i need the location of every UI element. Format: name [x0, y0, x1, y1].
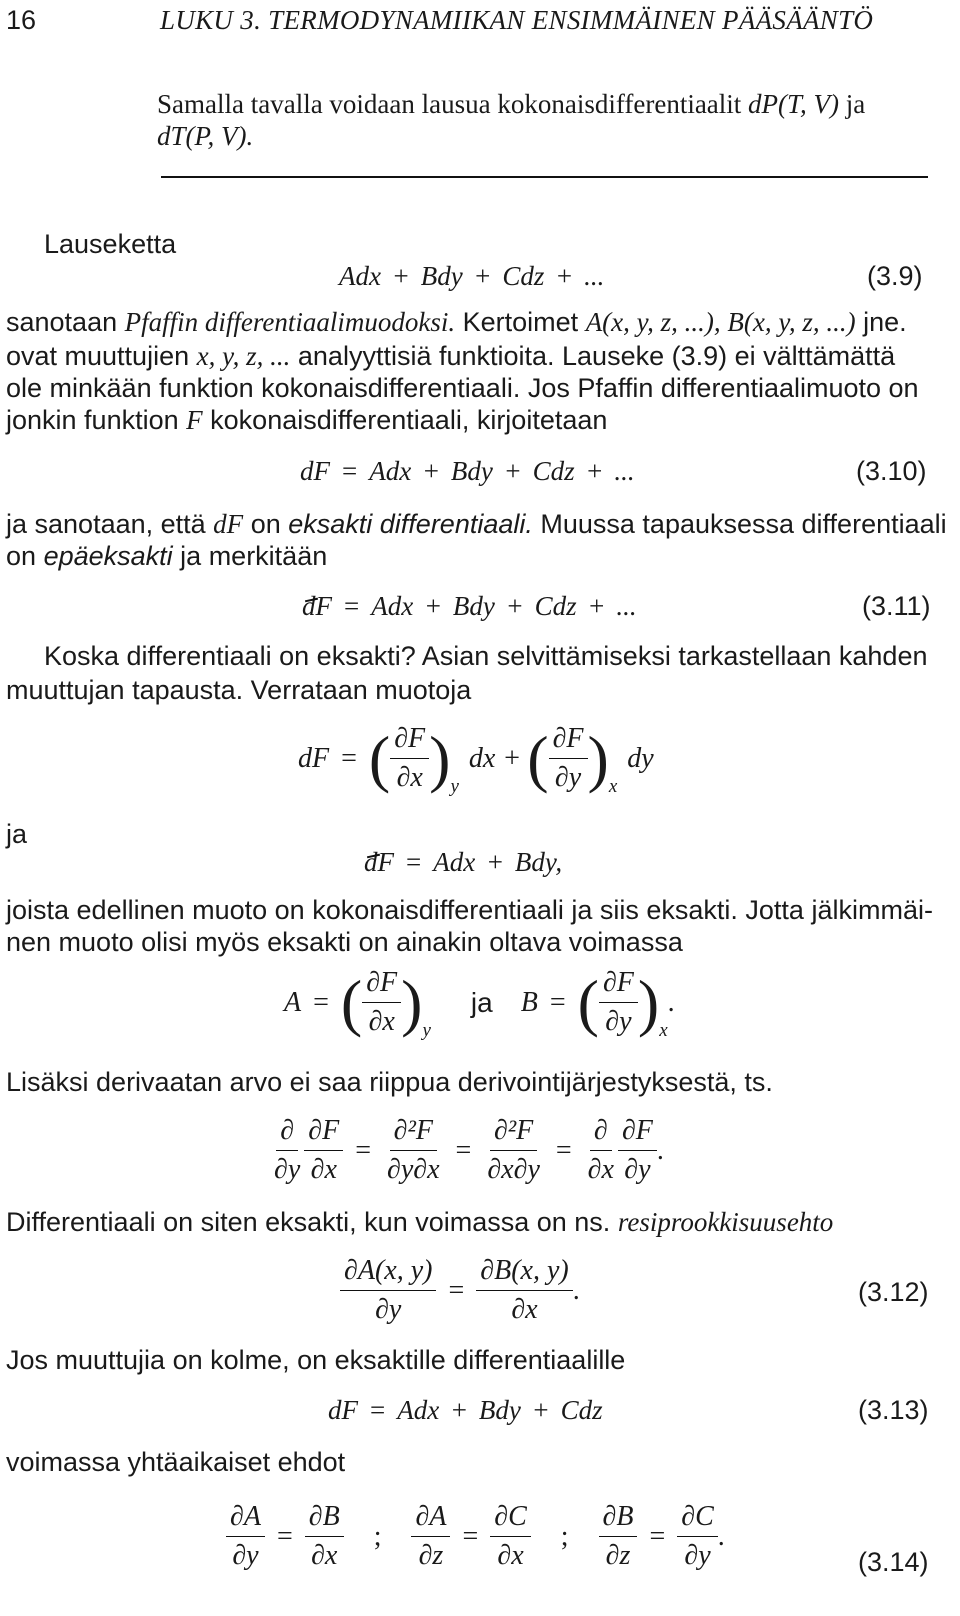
equation-partial-form: dF = ( $\frac{\partial F}{\partial x}$ ) y dx + ( $\frac{\partial F}{\partial y}$ ) x dy	[298, 722, 654, 797]
eq-number-3-12: (3.12)	[858, 1277, 929, 1307]
chapter-title: LUKU 3. TERMODYNAMIIKAN ENSIMMÄINEN PÄÄSÄÄNTÖ	[160, 5, 874, 35]
paragraph-3-line-1: Koska differentiaali on eksakti? Asian selvittämiseksi tarkastellaan kahden	[44, 641, 928, 671]
inexact-d-symbol: d	[302, 591, 316, 621]
paragraph-6: Differentiaali on siten eksakti, kun voimassa on ns. resiprookkisuusehto	[6, 1207, 834, 1237]
paragraph-4-line-1: joista edellinen muoto on kokonaisdifferentiaali ja siis eksakti. Jotta jälkimmäi-	[6, 895, 933, 925]
equation-coefficients: A = ( $\frac{\partial F}{\partial x}$ ) y ja B = ( $\frac{\partial F}{\partial y}$ ) x .	[284, 966, 675, 1041]
inexact-d-symbol: d	[364, 847, 378, 877]
page-number: 16	[6, 5, 37, 35]
paragraph-1-line-1: sanotaan Pfaffin differentiaalimuodoksi. Kertoimet A(x, y, z, ...), B(x, y, z, ...) jne.	[6, 307, 907, 337]
paragraph-1-line-3: ole minkään funktion kokonaisdifferentiaali. Jos Pfaffin differentiaalimuoto on	[6, 373, 919, 403]
intro-line-1: Samalla tavalla voidaan lausua kokonaisdifferentiaalit dP(T, V) ja	[157, 89, 866, 119]
pfaff-label: Lauseketta	[44, 229, 177, 259]
equation-3-12: $\frac{\partial A(x, y)}{\partial y}$ = $\frac{\partial B(x, y)}{\partial x}$ .	[340, 1254, 580, 1327]
pfaff-expression: Adx + Bdy + Cdz + ...	[339, 261, 605, 291]
paragraph-4-line-2: nen muoto olisi myös eksakti on ainakin oltava voimassa	[6, 927, 683, 957]
eq-number-3-9: (3.9)	[867, 261, 923, 291]
eq-number-3-10: (3.10)	[856, 456, 927, 486]
intro-line-2: dT(P, V).	[157, 121, 254, 151]
equation-3-14: $\frac{\partial A}{\partial y}$ = $\frac{\partial B}{\partial x}$ ; $\frac{\partial A}{\partial z}$ = $\frac{\partial C}{\partial x}$ ; $\frac{\partial B}{\partial z}$ = $\frac{\partial C}{\partial y}$ .	[226, 1500, 725, 1573]
paragraph-5: Lisäksi derivaatan arvo ei saa riippua derivointijärjestyksestä, ts.	[6, 1067, 773, 1097]
paragraph-1-line-4: jonkin funktion F kokonaisdifferentiaali, kirjoitetaan	[6, 405, 608, 435]
equation-3-13: dF = Adx + Bdy + Cdz	[328, 1395, 603, 1425]
ja-label: ja	[6, 819, 28, 849]
eq-number-3-11: (3.11)	[862, 591, 931, 621]
paragraph-3-line-2: muuttujan tapausta. Verrataan muotoja	[6, 675, 472, 705]
paragraph-1-line-2: ovat muuttujien x, y, z, ... analyyttisiä funktioita. Lauseke (3.9) ei välttämättä	[6, 341, 896, 371]
paragraph-2-line-2: on epäeksakti ja merkitään	[6, 541, 328, 571]
equation-3-10: dF = Adx + Bdy + Cdz + ...	[300, 456, 635, 486]
section-rule	[161, 176, 928, 178]
eq-number-3-13: (3.13)	[858, 1395, 929, 1425]
equation-mixed-derivatives: $\frac{\partial}{\partial y}$ $\frac{\partial F}{\partial x}$ = $\frac{\text{∂²F}}{\partial y\partial x}$ = $\frac{\text{∂²F}}{\partial x\partial y}$ = $\frac{\partial}{\partial x}$ $\frac{\partial F}{\partial y}$ .	[274, 1115, 664, 1185]
equation-inexact-form: dF = Adx + Bdy,	[364, 847, 563, 877]
paragraph-8: voimassa yhtäaikaiset ehdot	[6, 1447, 346, 1477]
equation-3-11: dF = Adx + Bdy + Cdz + ...	[302, 591, 637, 621]
paragraph-2-line-1: ja sanotaan, että dF on eksakti differentiaali. Muussa tapauksessa differentiaali	[6, 509, 947, 539]
paragraph-7: Jos muuttujia on kolme, on eksaktille differentiaalille	[6, 1345, 626, 1375]
eq-number-3-14: (3.14)	[858, 1547, 929, 1577]
